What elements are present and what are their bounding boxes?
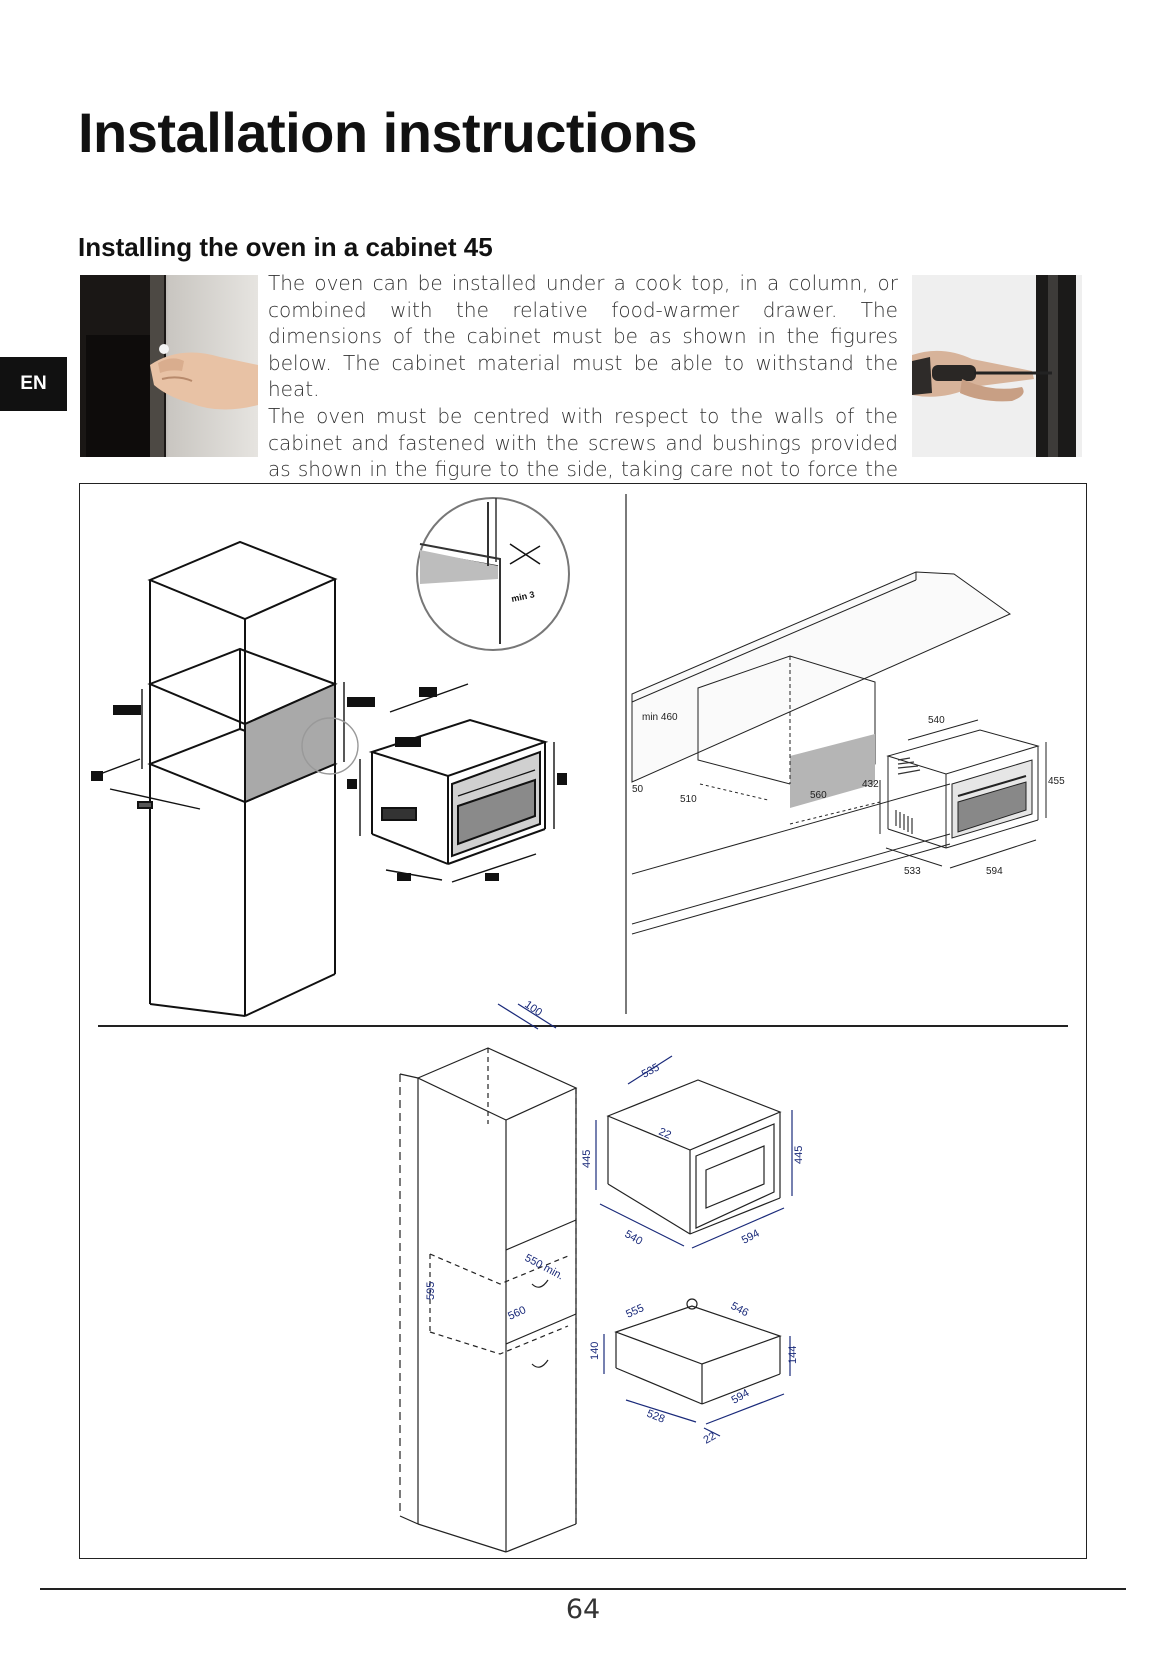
width-560-label: 560	[810, 790, 827, 801]
oven-isometric-drawing	[348, 684, 566, 882]
column-opening-label: 595	[425, 1281, 437, 1300]
page-title: Installation instructions	[78, 101, 698, 164]
footer-rule	[40, 1588, 1126, 1590]
depth-50-label: 50	[632, 784, 644, 795]
language-tab: EN	[0, 357, 67, 411]
min-height-label: min 460	[642, 712, 678, 723]
oven-depth-533-label: 533	[904, 866, 921, 877]
height-432-label: 432	[862, 779, 879, 790]
column-width-560-label: 560	[506, 1304, 528, 1323]
column-depth-min-label: 550 min.	[522, 1252, 566, 1283]
drawer-width-528-label: 528	[644, 1407, 667, 1426]
column-installation-drawing	[92, 542, 374, 1016]
oven-width-594-label-bottom: 594	[739, 1227, 762, 1247]
instructions-paragraph-1: The oven can be installed under a cook top, in a column, or combined with the relative food-warmer drawer. The dimensions of the cabinet must be as shown in the figures below. The cabinet material must be able to withstand the heat.	[268, 271, 898, 402]
page-number: 64	[565, 1594, 601, 1625]
oven-depth-535-label: 535	[639, 1061, 662, 1081]
oven-height-left-label: 445	[581, 1149, 593, 1168]
instructions-text	[268, 270, 898, 509]
column-oven-drawing	[596, 1056, 792, 1248]
detail-min3-label: min 3	[510, 589, 536, 604]
under-worktop-oven	[880, 720, 1046, 868]
depth-510-label: 510	[680, 794, 697, 805]
column-top-gap-label: 100	[522, 998, 545, 1019]
drawer-height-140-label: 140	[589, 1341, 601, 1360]
oven-height-455-label: 455	[1048, 776, 1065, 787]
oven-inner-22-label: 22	[656, 1125, 673, 1142]
oven-width-540-label: 540	[928, 715, 945, 726]
drawer-width-594-label: 594	[729, 1387, 752, 1407]
drawer-depth-555-label: 555	[624, 1302, 646, 1321]
oven-height-right-label: 445	[793, 1145, 805, 1164]
screwdriver-photo	[912, 275, 1082, 457]
instructions-paragraph-2: The oven must be centred with respect to the walls of the cabinet and fastened with the screws and bushings provided as shown in the figure to the side, taking care not to force the	[268, 403, 898, 482]
oven-width-594-label: 594	[986, 866, 1003, 877]
tall-column-drawing	[400, 1004, 576, 1552]
drawer-front-22-label: 22	[701, 1430, 719, 1447]
warming-drawer-drawing	[604, 1299, 790, 1436]
oven-depth-540-label: 540	[622, 1228, 645, 1248]
detail-magnifier	[417, 498, 569, 650]
section-heading: Installing the oven in a cabinet 45	[78, 232, 493, 262]
installation-figures	[79, 483, 1087, 1559]
under-worktop-drawing	[632, 572, 1010, 934]
drawer-depth-546-label: 546	[728, 1300, 751, 1320]
bushing-photo	[80, 275, 258, 457]
drawer-height-144-label: 144	[787, 1345, 799, 1364]
